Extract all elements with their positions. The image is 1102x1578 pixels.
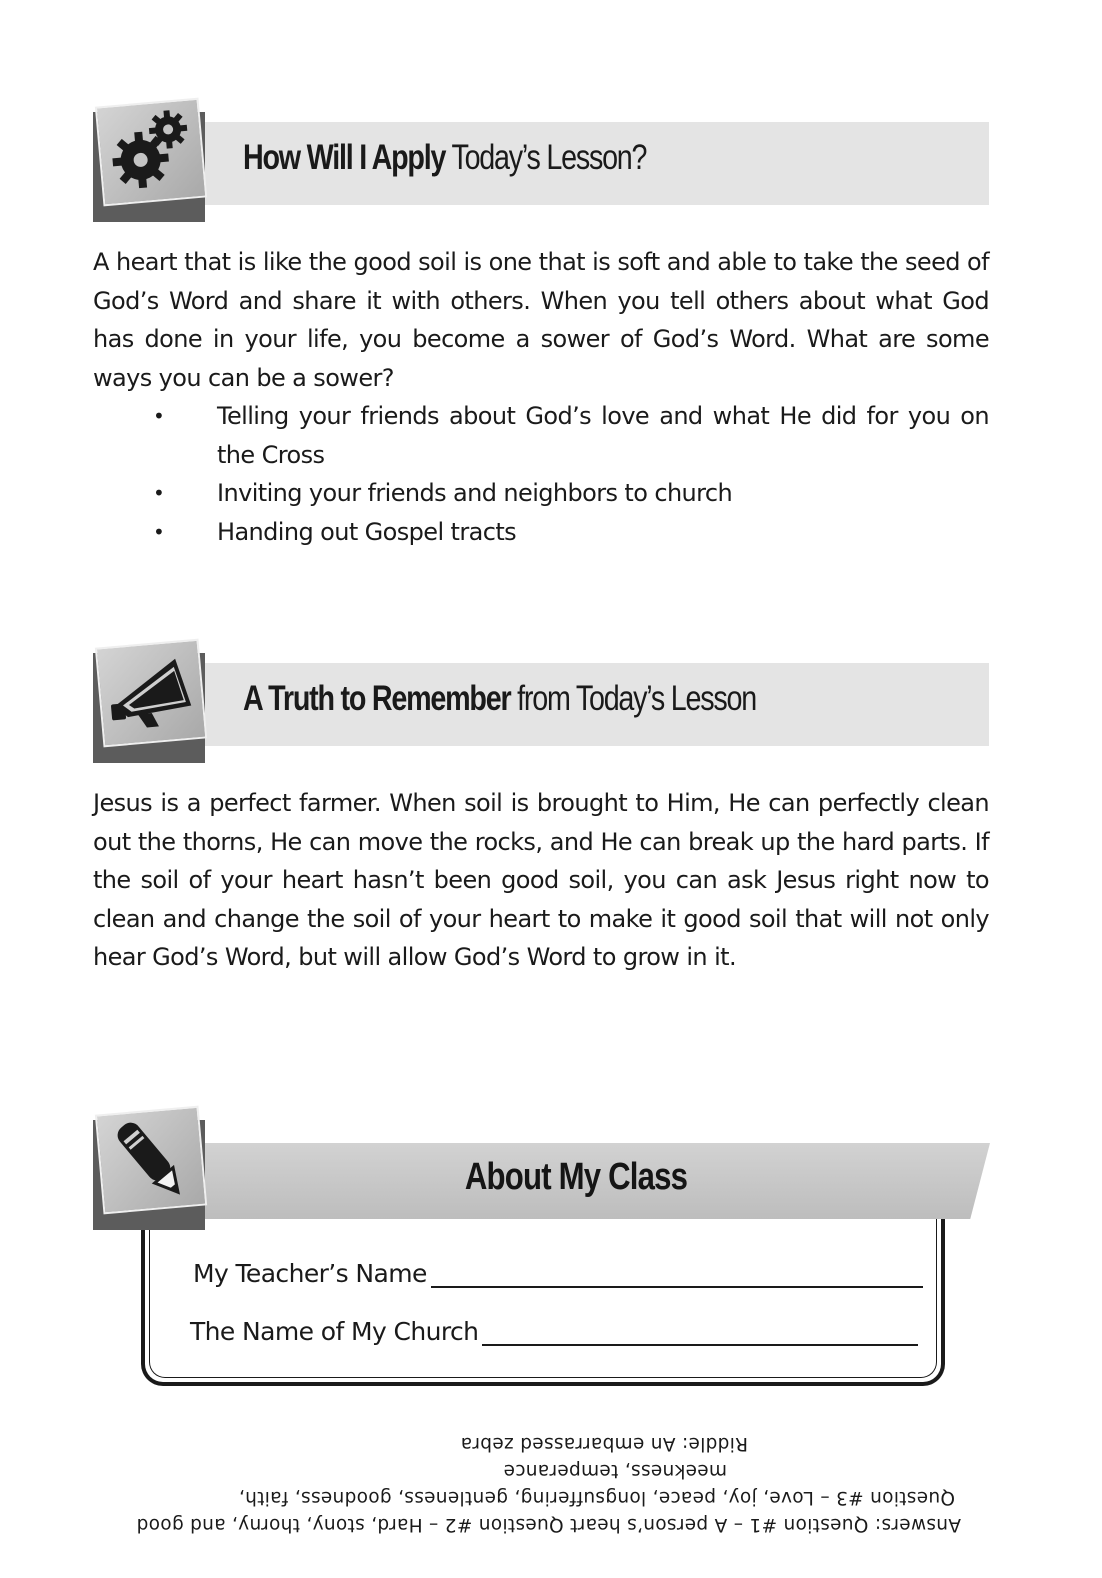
truth-paragraph: Jesus is a perfect farmer. When soil is brought to Him, He can perfectly clean out the thorns, He can move the rocks, and He can break up the hard parts. If the soil of your heart hasn’t been good soil, you can ask Jesus right now to clean and change the soil of your heart to make it good soil that will not only hear God’s Word, but will allow God’s Word to grow in it. [93, 789, 989, 972]
teacher-name-line[interactable] [431, 1262, 923, 1288]
answers-line: meekness, temperance [503, 1460, 727, 1481]
apply-paragraph: A heart that is like the good soil is one that is soft and able to take the seed of God’s Word and share it with others. When you tell others about what God has done in your life, you become a sower of God’s Word. What are some ways you can be a sower? [93, 248, 989, 392]
church-name-line[interactable] [482, 1320, 918, 1346]
answers-line: Riddle: An embarrassed zebra [460, 1433, 748, 1454]
apply-section-header [93, 92, 989, 222]
apply-bullet-list [93, 397, 989, 551]
gears-icon-tile [93, 102, 209, 210]
church-name-field[interactable] [190, 1317, 918, 1346]
gears-icon [104, 105, 197, 198]
class-form-box [141, 1190, 945, 1386]
truth-section-header [93, 633, 989, 763]
list-item [93, 474, 989, 513]
apply-heading-regular: Today’s Lesson? [451, 138, 647, 177]
megaphone-icon [103, 649, 200, 737]
bullet-icon: • [153, 519, 165, 544]
list-item [93, 513, 989, 552]
answers-line: Answers: Question #1 – A person’s heart Question #2 – Hard, stony, thorny, and good [136, 1514, 961, 1535]
apply-heading-bold: How Will I Apply [243, 138, 446, 177]
list-item [93, 397, 989, 474]
teacher-name-field[interactable] [193, 1259, 923, 1288]
answers-line: Question #3 – Love, joy, peace, longsuffering, gentleness, goodness, faith, [238, 1487, 955, 1508]
class-heading: About My Class [464, 1156, 688, 1198]
apply-heading [243, 138, 646, 178]
truth-heading-bold: A Truth to Remember [243, 679, 511, 718]
answers-upside-down [93, 1430, 989, 1538]
truth-heading-regular: from Today’s Lesson [517, 679, 756, 718]
bullet-icon: • [153, 481, 165, 506]
teacher-name-label: My Teacher’s Name [193, 1259, 427, 1288]
bullet-icon: • [153, 404, 165, 428]
church-name-label: The Name of My Church [190, 1317, 479, 1346]
bullet-text: Handing out Gospel tracts [217, 517, 517, 546]
megaphone-icon-tile [93, 643, 209, 751]
bullet-text: Telling your friends about God’s love and what He did for you on the Cross [217, 402, 989, 469]
bullet-text: Inviting your friends and neighbors to church [217, 479, 733, 508]
truth-heading [243, 679, 756, 719]
